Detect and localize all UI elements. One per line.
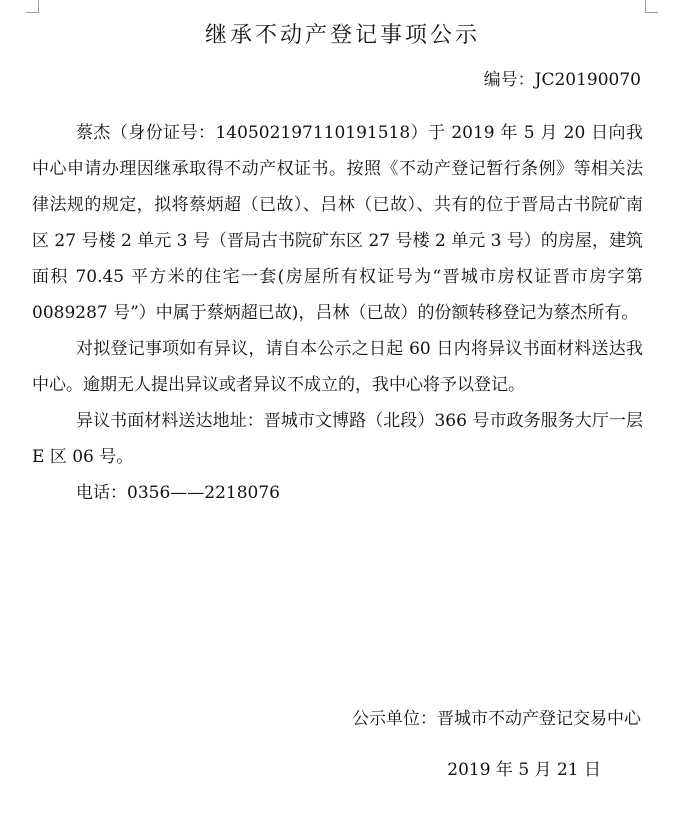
crop-mark-top-right — [645, 0, 658, 13]
document-title: 继承不动产登记事项公示 — [204, 23, 480, 48]
paragraph-application: 蔡杰（身份证号：140502197110191518）于 2019 年 5 月 20 日向我中心申请办理因继承取得不动产权证书。按照《不动产登记暂行条例》等相关法律法规的规定，拟将蔡炳超（已故）、吕林（已故）、共有的位于晋局古书院矿南区 27 号楼 2 单元 3 号（晋局古书院矿东区 27 号楼 2 单元 3 号）的房屋，建筑面积 70.45 平方米的住宅一套(房屋所有权证号为“晋城市房权证晋市房字第 0089287 号”）中属于蔡炳超已故)，吕林（已故）的份额转移登记为蔡杰所有。 — [32, 123, 643, 323]
paragraph-address: 异议书面材料送达地址：晋城市文博路（北段）366 号市政务服务大厅一层 E 区 06 号。 — [32, 411, 643, 467]
crop-mark-top-left — [26, 0, 39, 13]
issuing-unit: 公示单位：晋城市不动产登记交易中心 — [352, 709, 641, 729]
paragraph-phone: 电话：0356——2218076 — [76, 483, 280, 503]
document-number: 编号：JC20190070 — [483, 70, 641, 90]
issue-date: 2019 年 5 月 21 日 — [447, 760, 601, 780]
document-body — [32, 115, 643, 511]
paragraph-objection: 对拟登记事项如有异议，请自本公示之日起 60 日内将异议书面材料送达我中心。逾期无人提出异议或者异议不成立的，我中心将予以登记。 — [32, 339, 643, 395]
